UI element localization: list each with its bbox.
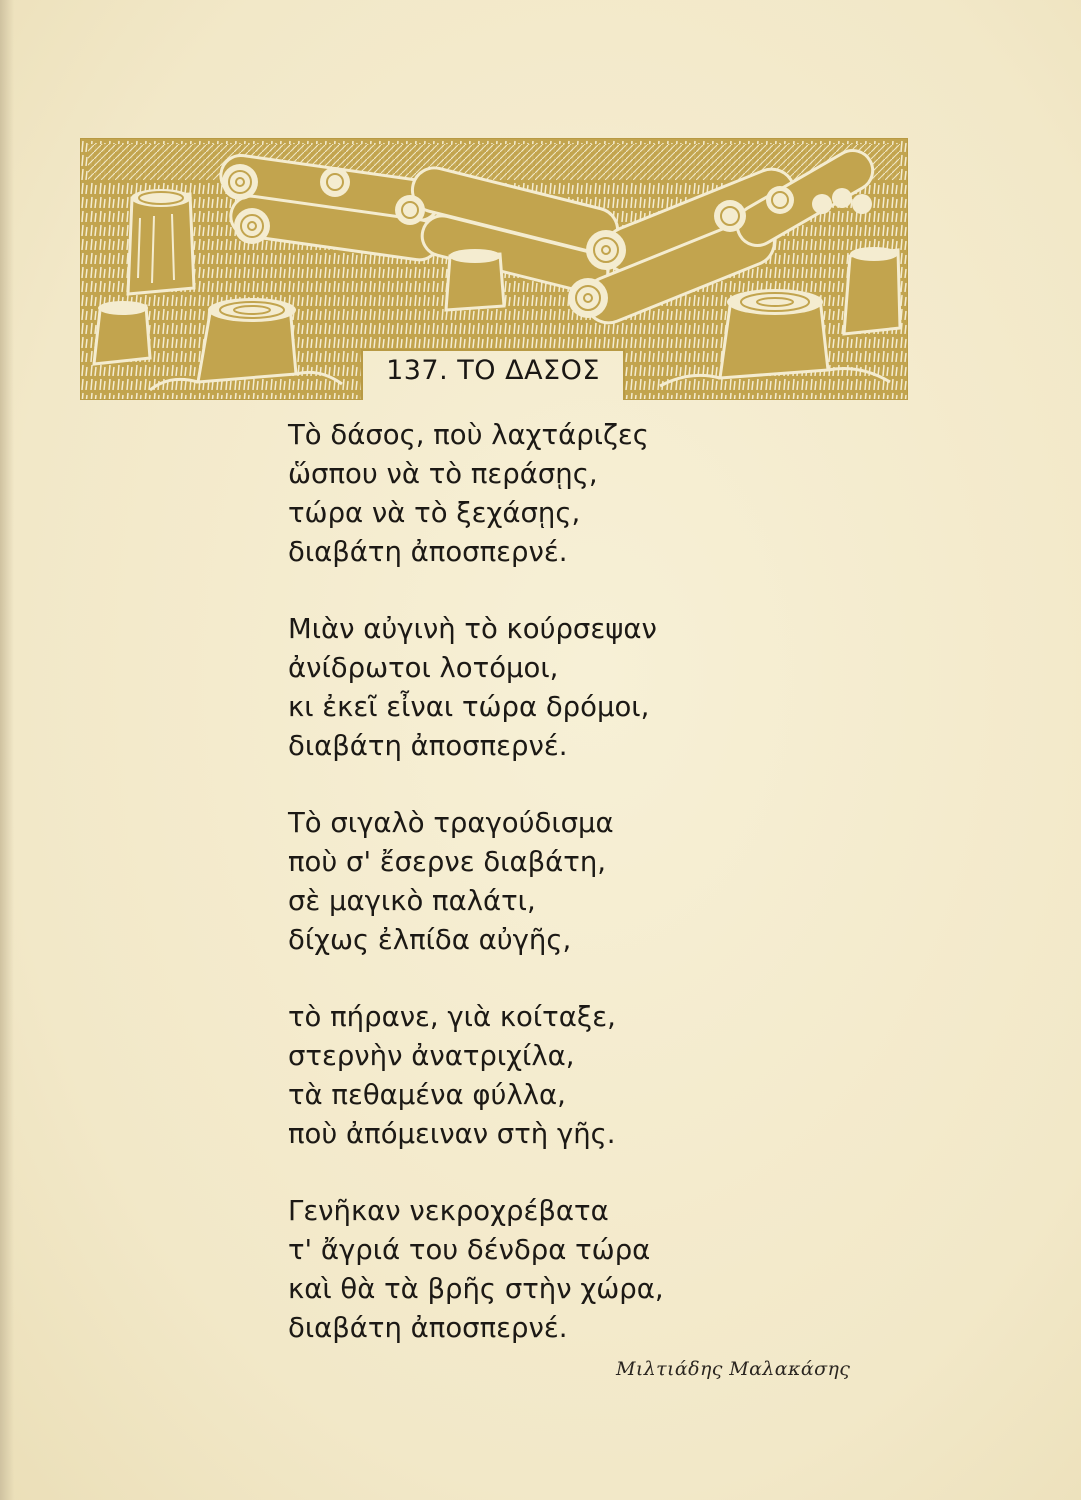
page-gutter-shadow [0,0,14,1500]
verse-line: διαβάτη ἀποσπερνέ. [288,730,568,762]
stanza [288,416,848,572]
poem-title: 137. ΤΟ ΔΑΣΟΣ [386,355,600,386]
stanza [288,610,848,766]
stanza [288,1192,848,1348]
verse-line: Μιὰν αὐγινὴ τὸ κούρσεψαν [288,613,657,645]
verse-line: διαβάτη ἀποσπερνέ. [288,536,568,568]
verse-line: ποὺ σ' ἔσερνε διαβάτη, [288,846,607,878]
verse-line: ποὺ ἀπόμειναν στὴ γῆς. [288,1118,616,1150]
verse-line: τώρα νὰ τὸ ξεχάσῃς, [288,497,581,529]
verse-line: τὸ πήρανε, γιὰ κοίταξε, [288,1001,616,1033]
verse-line: στερνὴν ἀνατριχίλα, [288,1040,575,1072]
verse-line: Γενῆκαν νεκροχρέβατα [288,1195,609,1227]
stanza [288,804,848,960]
verse-line: ὥσπου νὰ τὸ περάσῃς, [288,458,598,490]
poem-body [288,416,851,1386]
verse-line: σὲ μαγικὸ παλάτι, [288,885,536,917]
verse-line: τὰ πεθαμένα φύλλα, [288,1079,566,1111]
verse-line: Τὸ δάσος, ποὺ λαχτάριζες [288,419,649,451]
author-signature: Μιλτιάδης Μαλακάσης [616,1358,851,1380]
verse-line: Τὸ σιγαλὸ τραγούδισμα [288,807,614,839]
verse-line: δίχως ἐλπίδα αὐγῆς, [288,924,572,956]
stanza [288,998,848,1154]
verse-line: τ' ἄγριά του δένδρα τώρα [288,1234,651,1266]
verse-line: καὶ θὰ τὰ βρῆς στὴν χώρα, [288,1273,664,1305]
verse-line: διαβάτη ἀποσπερνέ. [288,1312,568,1344]
verse-line: ἀνίδρωτοι λοτόμοι, [288,652,559,684]
verse-line: κι ἐκεῖ εἶναι τώρα δρόμοι, [288,691,650,723]
